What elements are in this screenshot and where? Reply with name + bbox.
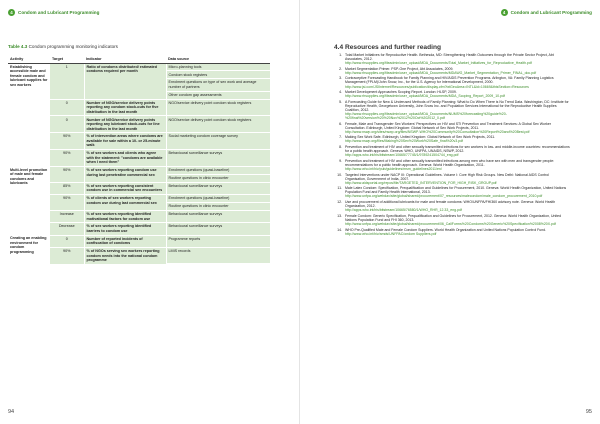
col-header-data-source: Data source bbox=[166, 57, 270, 63]
col-header-activity: Activity bbox=[8, 57, 50, 63]
reference-link[interactable]: http://www.rhsupplies.org/fileadmin/user_upload/MDA_Documents/MDA_Scoping_Report_2009_10.pdf bbox=[345, 94, 505, 99]
data-source-cell: LMIS records bbox=[166, 248, 270, 264]
reference-link[interactable]: http://www.rhsupplies.org/fileadmin/user_upload/MDA_Documents/MDAWG_Market_Segmentation_Primer_FINAL_doc.pdf bbox=[345, 70, 537, 75]
right-running-header bbox=[501, 9, 592, 16]
indicator-cell: % of sex workers reporting condom use during last penetrative commercial sex bbox=[84, 167, 166, 183]
reference-link[interactable]: http://www.jsi.com/JSIInternet/Resources/publication/display.cfm?txtGeoArea=INTL&id=10669&thisSection=Resources bbox=[345, 84, 529, 89]
reference-number: 7. bbox=[339, 135, 342, 140]
reference-number: 3. bbox=[339, 76, 342, 81]
target-cell: 90% bbox=[50, 133, 84, 150]
activity-cell: Establishing accessible male and female condom and lubricant supplies for sex workers bbox=[10, 64, 48, 87]
indicator-cell: % of sex workers reporting consistent condom use in commercial sex encounters bbox=[84, 182, 166, 194]
data-source-cell: Routine questions in clinic encounter bbox=[166, 203, 270, 211]
reference-link[interactable]: http://apps.who.int/iris/bitstream/10665/77745/1/9789241504744_eng.pdf bbox=[345, 153, 459, 158]
data-source-cell: Enrolment questions on type of sex work and average number of partners bbox=[166, 79, 270, 91]
target-cell: 0 bbox=[50, 99, 84, 116]
indicator-cell: % of clients of sex workers reporting condom use during last commercial sex bbox=[84, 195, 166, 211]
indicator-cell: % of sex workers reporting identified barriers to condom use bbox=[84, 223, 166, 235]
data-source-cell: Programme reports bbox=[166, 235, 270, 247]
right-header-title: Condom and Lubricant Programming bbox=[510, 10, 592, 15]
reference-text: Female, Male and Transgender Sex Workers' Perspectives on HIV and STI Prevention and Treatment Services: A Global Sex Worker Consultation. Edinburgh, United Kingdom: Global Network of Sex Work Projects, 2011. bbox=[345, 121, 551, 130]
reference-text: A Forecasting Guide for New & Underused Methods of Family Planning: What to Do When There is No Trend Data. Washington, DC: Institute for Reproductive Health, Georgetown University, John Snow Inc. and Population Services International for the Reproductive Health Supplies Coalition, 2012. bbox=[345, 99, 569, 112]
table-caption-label: Table 4.3 bbox=[8, 44, 28, 49]
table-row bbox=[8, 235, 270, 247]
reference-text: Use and procurement of additional lubricants for male and female condoms: WHO/UNFPA/FHI360 advisory note. Geneva: World Health Organization, 2012. bbox=[345, 200, 556, 209]
target-cell: 1 bbox=[50, 63, 84, 99]
data-source-cell: Behavioural surveillance surveys bbox=[166, 210, 270, 222]
reference-item bbox=[334, 200, 570, 212]
reference-number: 9. bbox=[339, 158, 342, 163]
reference-number: 5. bbox=[339, 99, 342, 104]
reference-text: Female Condom: Generic Specification, Prequalification and Guidelines for Procurement, 2012. Geneva: World Health Organization, United Nations Population Fund and FHI 360, 2013. bbox=[345, 213, 562, 222]
data-source-cell: Micro-planning tools bbox=[166, 63, 270, 71]
reference-link[interactable]: http://www.rhsupplies.org/fileadmin/user_upload/MDA_Documents/Total_Market_Initiatives_for_Reproductive_Health.pdf bbox=[345, 61, 532, 66]
chapter-icon: 4 bbox=[501, 9, 508, 16]
reference-link[interactable]: http://www.unfpa.org/webdav/site/global/shared/procurement/07_resources/malecondom/male_condom_procurement_2010.pdf bbox=[345, 194, 543, 199]
reference-item bbox=[334, 67, 570, 75]
indicator-cell: % of intervention areas where condoms are available for sale within a 10- or 25-minute walk bbox=[84, 133, 166, 150]
target-cell: 90% bbox=[50, 248, 84, 264]
reference-item bbox=[334, 173, 570, 185]
target-cell: Increase bbox=[50, 210, 84, 222]
table-caption-text: Condom programming monitoring indicators bbox=[28, 44, 118, 49]
indicator-cell: Ratio of condoms distributed/ estimated condoms required per month bbox=[84, 63, 166, 99]
reference-text: Market Development Approaches Scoping Report. London: HLSP, 2009. bbox=[345, 90, 457, 95]
reference-item bbox=[334, 90, 570, 98]
data-source-cell: Social marketing condom coverage survey bbox=[166, 133, 270, 150]
table-caption bbox=[8, 44, 118, 49]
table-row bbox=[8, 63, 270, 71]
table-body bbox=[8, 63, 270, 264]
resources-heading: 4.4 Resources and further reading bbox=[334, 44, 441, 51]
data-source-cell: Behavioural surveillance surveys bbox=[166, 182, 270, 194]
reference-link[interactable]: http://www.rhsupplies.org/fileadmin/user_upload/MDA_Documents/NUMS%20forecasting%20guide%20-%20final%20version%20%20Nov%2012%20Oct%202012_0.pdf bbox=[345, 111, 507, 121]
reference-text: Prevention and treatment of HIV and other sexually transmitted infections among men who have sex with men and transgender people: recommendations for a public health approach. Geneva: World Health Organization, 2011. bbox=[345, 158, 555, 167]
data-source-cell: Other condom gap assessments bbox=[166, 91, 270, 99]
reference-item bbox=[334, 53, 570, 65]
indicator-cell: % of sex workers and clients who agree with the statement: "condoms are available when I need them" bbox=[84, 150, 166, 167]
right-page-number: 95 bbox=[585, 409, 592, 415]
data-source-cell: Routine questions in clinic encounter bbox=[166, 174, 270, 182]
reference-item bbox=[334, 122, 570, 134]
data-source-cell: Behavioural surveillance surveys bbox=[166, 150, 270, 167]
reference-text: WHO Pre-Qualified Male and Female Condom Suppliers. World Health Organization and United Nations Population Control Fund. bbox=[345, 227, 547, 232]
reference-item bbox=[334, 135, 570, 143]
reference-item bbox=[334, 159, 570, 171]
col-header-target: Target bbox=[50, 57, 84, 63]
data-source-cell: NGO/service delivery point condom stock registers bbox=[166, 116, 270, 133]
target-cell: 90% bbox=[50, 167, 84, 183]
reference-text: Prevention and treatment of HIV and other sexually transmitted infections for sex workers in low- and middle-income countries: recommendations for a public health approach. Geneva: WHO, UNFPA, UNAIDS, NSWP, 2012. bbox=[345, 145, 570, 154]
reference-text: Making Sex Work Safe. Edinburgh, United Kingdom: Global Network of Sex Work Projects, 2011. bbox=[345, 135, 496, 140]
data-source-cell: Behavioural surveillance surveys bbox=[166, 223, 270, 235]
target-cell: 0 bbox=[50, 116, 84, 133]
left-header-title: Condom and Lubricant Programming bbox=[18, 10, 100, 15]
reference-text: Male Latex Condom: Specification, Prequalification and Guidelines for Procurement, 2010. Geneva: World Health Organization, United Nations Population Fund and Family Health International, 2013. bbox=[345, 186, 567, 195]
reference-number: 13. bbox=[337, 213, 342, 218]
reference-item bbox=[334, 228, 570, 236]
reference-number: 1. bbox=[339, 53, 342, 57]
target-cell: 0 bbox=[50, 235, 84, 247]
reference-link[interactable]: http://apps.who.int/iris/bitstream/10665/76580/1/WHO_RHR_12.33_eng.pdf bbox=[345, 208, 462, 213]
indicator-cell: % of NGOs serving sex workers reporting condom needs into the national condom programme bbox=[84, 248, 166, 264]
data-source-cell: Condom stock registers bbox=[166, 71, 270, 79]
reference-item bbox=[334, 76, 570, 88]
reference-link[interactable]: http://www.nswp.org/files/Making%20Sex%20Work%20Safe_final%20v3.pdf bbox=[345, 139, 464, 144]
reference-number: 12. bbox=[337, 200, 342, 205]
reference-number: 10. bbox=[337, 172, 342, 177]
reference-number: 14. bbox=[337, 227, 342, 232]
indicator-cell: % of sex workers reporting identified motivational factors for condom use bbox=[84, 210, 166, 222]
reference-text: Contraceptive Forecasting Handbook for Family Planning and HIV/AIDS Prevention Programs. Arlington, VA: Family Planning Logistics Management (FPLM)/John Snow, Inc., for the U.S. Agency for International Development, 2000. bbox=[345, 76, 554, 85]
target-cell: Decrease bbox=[50, 223, 84, 235]
reference-link[interactable]: http://www.unfpa.org/webdav/site/global/shared/procurement/06_CallForms%20Condoms%20Generic%20Specification%2008%20X.pdf bbox=[345, 221, 556, 226]
activity-cell: Multi-level promotion of male and female condoms and lubricants bbox=[10, 167, 48, 186]
data-source-cell: NGO/service delivery point condom stock registers bbox=[166, 99, 270, 116]
indicators-table bbox=[8, 57, 270, 264]
reference-link[interactable]: http://www.nswp.org/sites/nswp.org/files/NSWP-WHO%20Community%20Consultation%20Report%20and%20Best.pdf bbox=[345, 129, 530, 134]
data-source-cell: Enrolment questions (quasi-baseline) bbox=[166, 167, 270, 175]
chapter-icon: 4 bbox=[8, 9, 15, 16]
indicator-cell: Number of NGO/service delivery points reporting any condom stock-outs for five distribution in the last month bbox=[84, 99, 166, 116]
indicator-cell: Number of NGO/service delivery points reporting any lubricant stock-outs for line distribution in the last month bbox=[84, 116, 166, 133]
reference-number: 6. bbox=[339, 121, 342, 126]
reference-text: Market Segmentation Primer. PSP-One Project, Abt Associates, 2009. bbox=[345, 66, 454, 71]
reference-number: 4. bbox=[339, 90, 342, 95]
reference-link[interactable]: http://www.who.int/hiv/amds/UNFPAC/ondom Suppliers.pdf bbox=[345, 231, 437, 236]
target-cell: 85% bbox=[50, 182, 84, 194]
activity-cell: Creating an enabling environment for condom programming bbox=[10, 236, 47, 254]
reference-text: Total Market Initiatives for Reproductive Health. Bethesda, MD: Strengthening Health Outcomes through the Private Sector Project, Abt Associates, 2012. bbox=[345, 53, 554, 62]
reference-item bbox=[334, 100, 570, 120]
reference-list bbox=[334, 53, 570, 237]
target-cell: 90% bbox=[50, 150, 84, 167]
left-page-number: 94 bbox=[8, 409, 15, 415]
reference-number: 11. bbox=[337, 186, 342, 191]
table-row bbox=[8, 167, 270, 175]
reference-item bbox=[334, 145, 570, 157]
reference-link[interactable]: http://www.aidsportal.org/repos/file/TARGETED_INTERVENTION_FOR_HIGH_RISK_GROUP.pdf bbox=[345, 180, 497, 185]
indicator-cell: Number of reported incidents of confiscation of condoms bbox=[84, 235, 166, 247]
target-cell: 90% bbox=[50, 195, 84, 211]
reference-item bbox=[334, 214, 570, 226]
data-source-cell: Enrolment questions (quasi-baseline) bbox=[166, 195, 270, 203]
col-header-indicator: Indicator bbox=[84, 57, 166, 63]
reference-link[interactable]: http://www.who.int/hiv/pub/guidelines/msm_guidelines2011/en/ bbox=[345, 166, 442, 171]
reference-text: Targeted Interventions under NACP III: Operational Guidelines. Volume I: Core High Risk Groups. New Delhi: National AIDS Control Organisation, Government of India, 2007. bbox=[345, 172, 550, 181]
left-running-header bbox=[8, 9, 99, 16]
reference-number: 2. bbox=[339, 66, 342, 71]
reference-number: 8. bbox=[339, 145, 342, 150]
reference-item bbox=[334, 186, 570, 198]
